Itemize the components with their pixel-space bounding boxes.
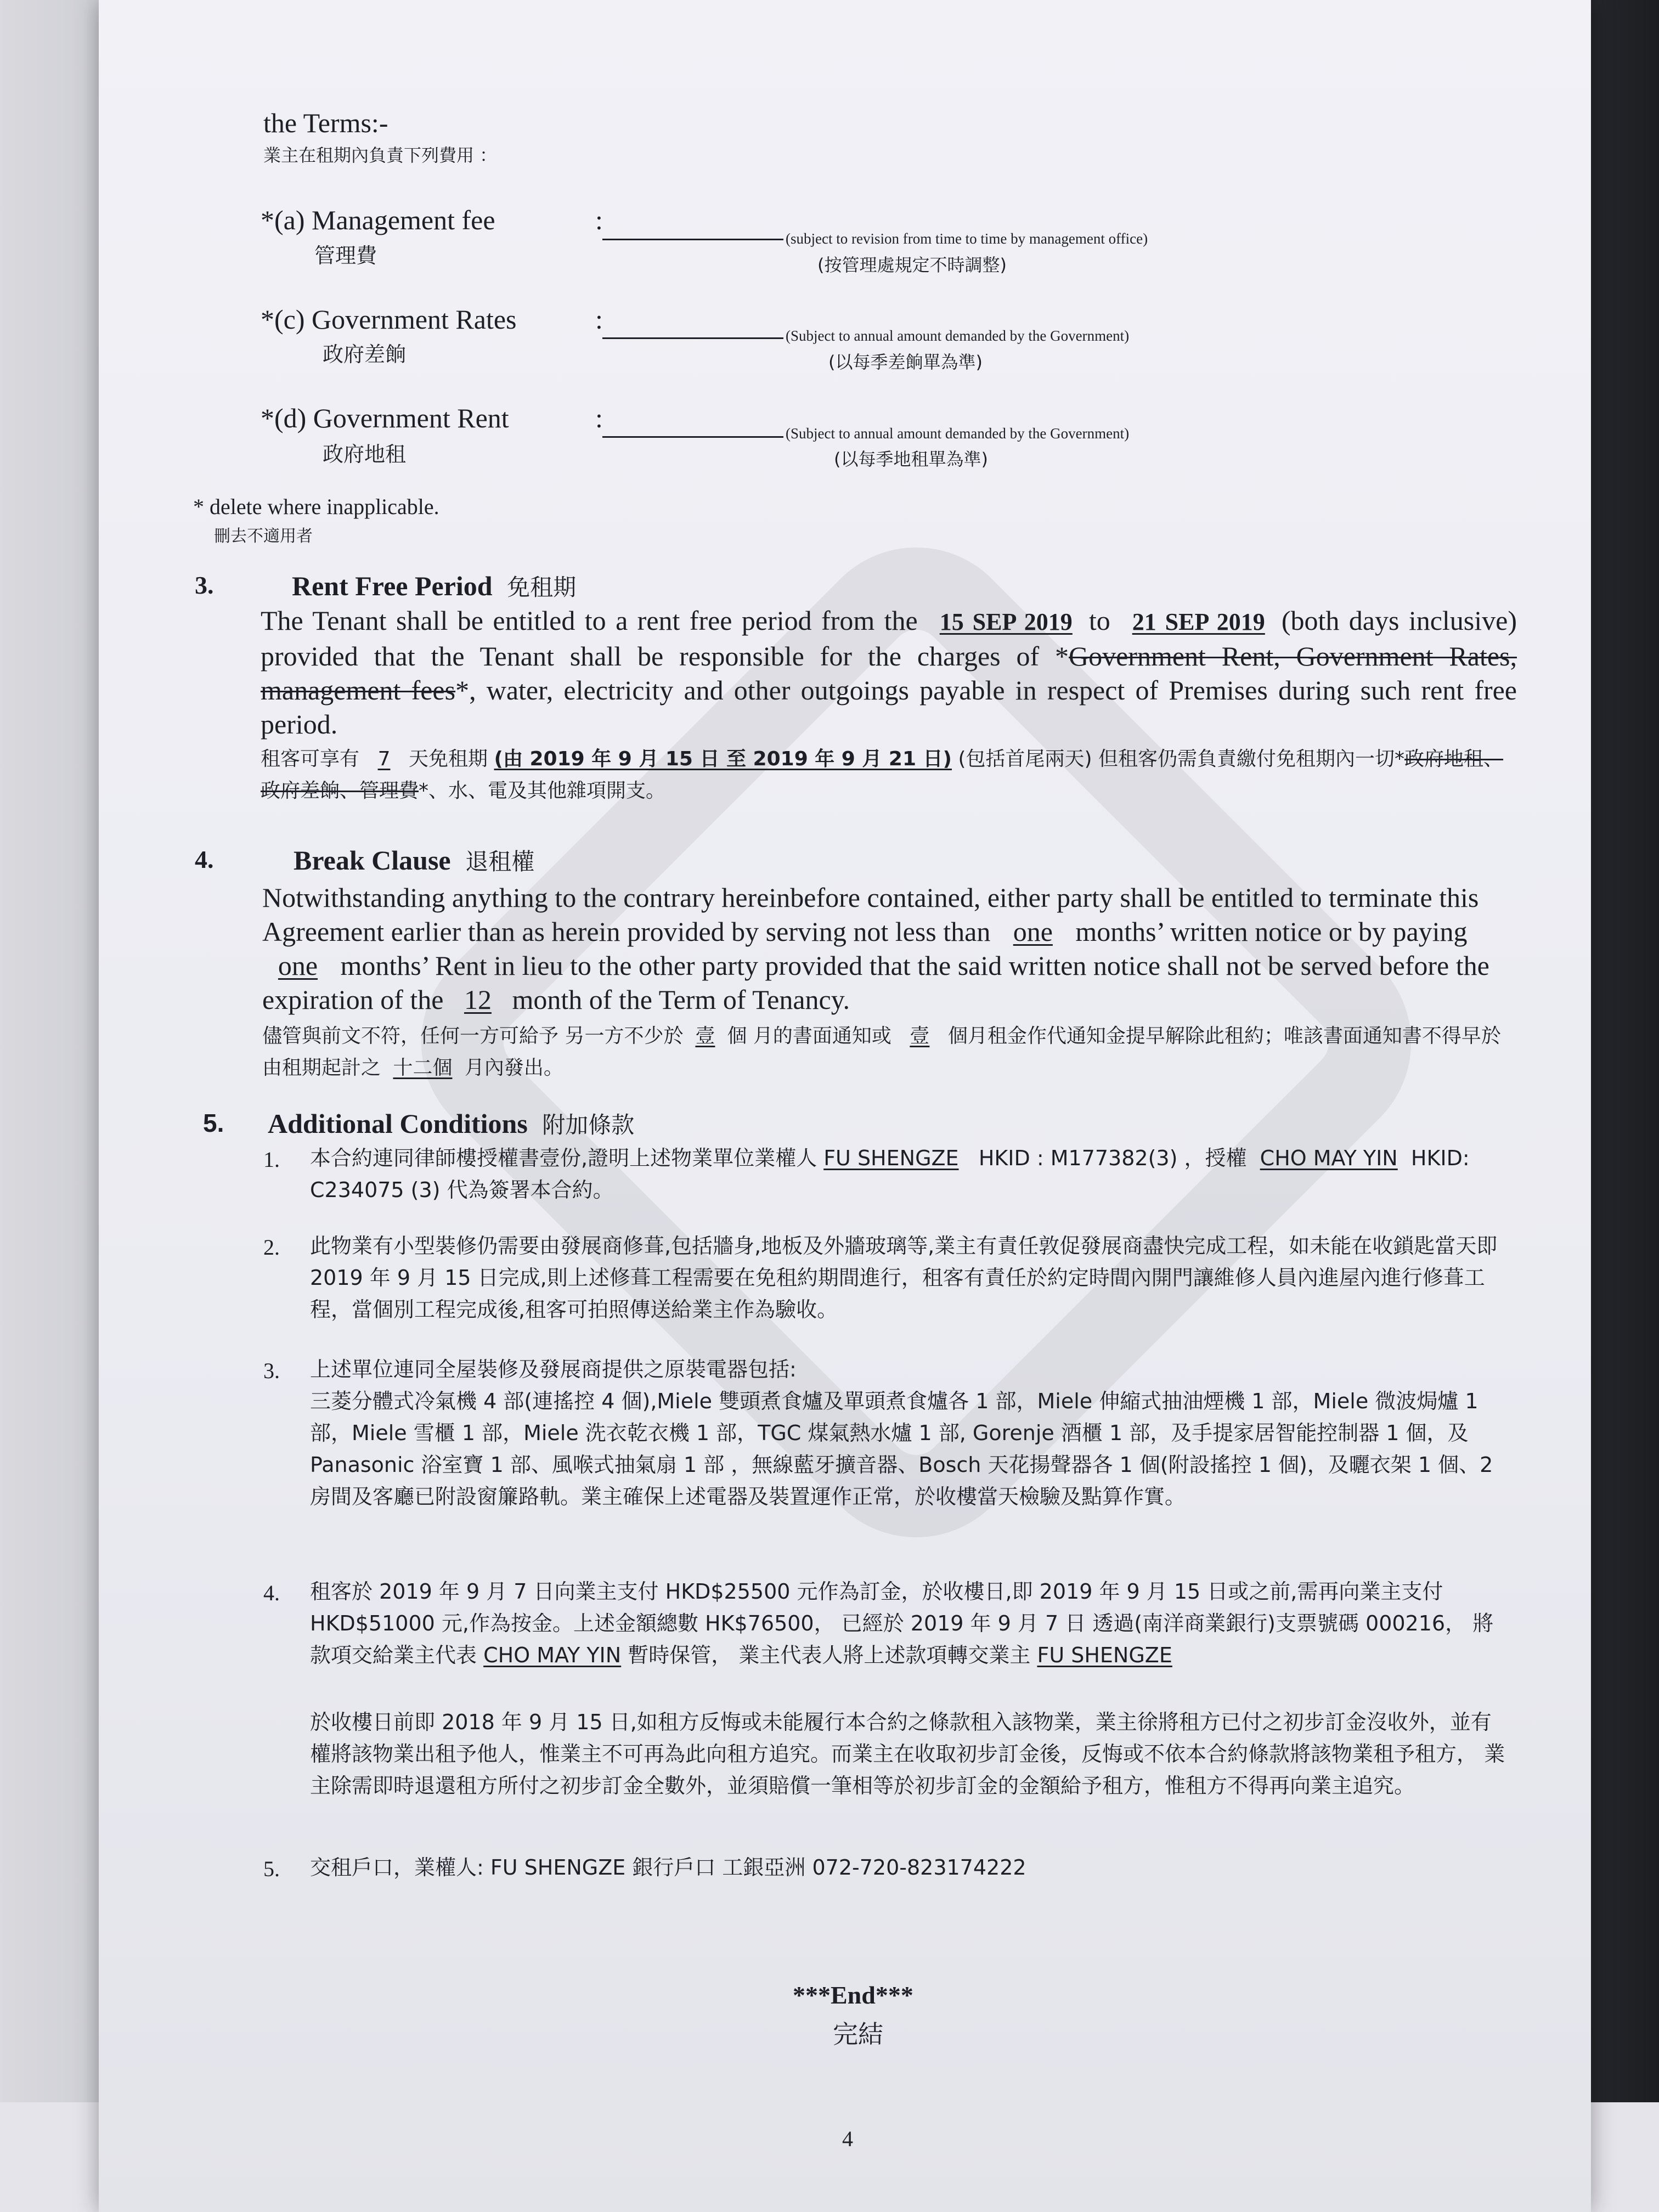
section-3-body-zh (261, 743, 1517, 807)
section-4-text-1: Notwithstanding anything to the contrary hereinbefore contained, either party shall be entitled to terminate this Agreement earlier than as herein provided by serving not less than (262, 882, 1479, 947)
section-4-title-zh: 退租權 (465, 848, 535, 875)
section-4-zh-3: 個月租金作代通知金提早解除此租約；唯該書面通知書不得早於由租期起計之 (262, 1025, 1501, 1079)
condition-5-bank-account: 交租戶口，業權人: FU SHENGZE 銀行戶口 工銀亞洲 072-720-823174222 (310, 1855, 1026, 1880)
section-5-heading (268, 1107, 634, 1140)
condition-4-forfeiture: 於收樓日前即 2018 年 9 月 15 日,如租方反悔或未能履行本合約之條款租入該物業，業主徐將租方已付之初步訂金沒收外，並有權將該物業出租予他人，惟業主不可再為此向租方追究。而業主在收取初步訂金後，反悔或不依本合約條款將該物業租予租方， 業主除需即時退還租方所付之初步訂金全數外，並須賠償一筆相等於初步訂金的金額給予租方，惟租方不得再向業主追究。 (310, 1710, 1505, 1798)
fee-colon: : (595, 403, 603, 433)
fee-colon: : (595, 304, 603, 335)
fee-label-rent-zh: 政府地租 (323, 442, 407, 466)
section-3-zh-c: (包括首尾兩天) 但租客仍需負責繳付免租期內一切* (958, 748, 1405, 770)
condition-3-intro: 上述單位連同全屋裝修及發展商提供之原裝電器包括: (310, 1357, 797, 1381)
fee-note-management: (subject to revision from time to time by management office) (786, 230, 1148, 247)
condition-2: 此物業有小型裝修仍需要由發展商修葺,包括牆身,地板及外牆玻璃等,業主有責任敦促發展商盡快完成工程，如未能在收鎖匙當天即 2019 年 9 月 15 日完成,則上述修葺工程需要在免租約期間進行，租客有責任於約定時間內開門讓維修人員內進屋內進行修葺工程，當個別工程完成後,租客可拍照傳送給業主作為驗收。 (310, 1234, 1498, 1322)
fee-note-management-zh: (按管理處規定不時調整) (817, 255, 1007, 275)
rent-free-end-date: 21 SEP 2019 (1132, 608, 1265, 635)
fee-label-management-zh: 管理費 (314, 244, 377, 268)
owner-representative: CHO MAY YIN (483, 1643, 622, 1667)
condition-4-text-b: 暫時保管， 業主代表人將上述款項轉交業主 (628, 1643, 1031, 1667)
section-3-zh-struck: 政府地租、政府差餉、管理費 (261, 748, 1504, 802)
deposit-recipient-owner: FU SHENGZE (1037, 1643, 1172, 1667)
fee-note-rent: (Subject to annual amount demanded by the Government) (786, 425, 1130, 442)
fee-blank-rent (602, 414, 783, 438)
section-4-title: Break Clause (294, 845, 451, 876)
section-3-zh-a: 租客可享有 (261, 748, 360, 770)
section-4-body-zh (262, 1020, 1513, 1084)
fee-label-rent: *(d) Government Rent (261, 403, 509, 433)
fee-note-rates-zh: (以每季差餉單為準) (828, 352, 983, 373)
condition-4-text-a: 租客於 2019 年 9 月 7 日向業主支付 HKD$25500 元作為訂金，於收樓日,即 2019 年 9 月 15 日或之前,需再向業主支付 HKD$51000 元,作為按金。上述金額總數 HK$76500， 已經於 2019 年 9 月 7 日 透過(南洋商業銀行)支票號碼 000216， 將款項交給業主代表 (310, 1579, 1494, 1667)
fees-intro-en: the Terms:- (263, 108, 388, 138)
section-5-title-zh: 附加條款 (542, 1111, 635, 1138)
rent-in-lieu-months: one (278, 950, 318, 981)
section-4-zh-1: 儘管與前文不符，任何一方可給予 另一方不少於 (262, 1025, 684, 1047)
section-3-struck-charges: Government Rent, Government Rates, management fees (261, 641, 1517, 706)
section-3-body (261, 603, 1517, 741)
fee-label-rates-zh: 政府差餉 (323, 342, 407, 366)
fee-label-management: *(a) Management fee (261, 205, 495, 235)
fee-label-rates: *(c) Government Rates (261, 304, 517, 335)
condition-1-text-b: HKID : M177382(3) ，授權 (978, 1146, 1247, 1170)
rent-in-lieu-zh: 壹 (910, 1025, 930, 1047)
section-4-text-3: months’ Rent in lieu to the other party provided that the said written notice shall not be served before the expiration of the (262, 950, 1489, 1015)
section-3-text-2: (both days inclusive) provided that the Tenant shall be responsible for the charges of * (261, 605, 1517, 672)
fee-blank-management (602, 217, 783, 240)
owner-name: FU SHENGZE (823, 1146, 959, 1170)
rent-free-range-zh: (由 2019 年 9 月 15 日 至 2019 年 9 月 21 日) (494, 748, 952, 770)
section-5-number: 5. (203, 1109, 224, 1137)
rent-free-days: 7 (377, 748, 391, 770)
condition-1 (310, 1142, 1511, 1206)
section-4-zh-4: 月內發出。 (464, 1057, 563, 1079)
delete-note-zh: 刪去不適用者 (214, 527, 313, 546)
section-4-number: 4. (195, 845, 214, 873)
earliest-notice-zh: 十二個 (393, 1057, 453, 1079)
fee-colon: : (595, 205, 603, 235)
section-5-title: Additional Conditions (268, 1108, 528, 1139)
section-4-body (262, 881, 1513, 1017)
rent-free-start-date: 15 SEP 2019 (939, 608, 1073, 635)
section-3-number: 3. (195, 571, 214, 599)
condition-3-appliances: 三菱分體式冷氣機 4 部(連搖控 4 個),Miele 雙頭煮食爐及單頭煮食爐各 1 部，Miele 伸縮式抽油煙機 1 部，Miele 微波焗爐 1 部，Miele 雪櫃 1 部，Miele 洗衣乾衣機 1 部，TGC 煤氣熱水爐 1 部, Gorenje 酒櫃 1 部，及手提家居智能控制器 1 個，及 Panasonic 浴室寶 1 部、風喉式抽氣扇 1 部 ，無線藍牙擴音器、Bosch 天花揚聲器各 1 個(附設搖控 1 個)，及曬衣架 1 個、2 房間及客廳已附設窗簾路軌。業主確保上述電器及裝置運作正常，於收樓當天檢驗及點算作實。 (310, 1389, 1493, 1509)
section-3-title: Rent Free Period (292, 571, 493, 601)
condition-1-number: 1. (263, 1147, 280, 1172)
notice-months-zh: 壹 (695, 1025, 715, 1047)
section-3-to: to (1088, 605, 1110, 636)
fee-note-rent-zh: (以每季地租單為準) (834, 449, 988, 470)
condition-5-number: 5. (263, 1857, 280, 1881)
section-3-zh-d: *、水、電及其他雜項開支。 (419, 780, 666, 802)
end-marker-zh: 完結 (833, 2019, 883, 2049)
section-4-text-4: month of the Term of Tenancy. (512, 984, 850, 1015)
notice-months: one (1013, 916, 1053, 947)
condition-3-number: 3. (263, 1358, 280, 1383)
page-number: 4 (842, 2126, 853, 2151)
section-4-heading (294, 844, 534, 877)
section-3-text-3: *, water, electricity and other outgoings payable in respect of Premises during such rent free period. (261, 675, 1517, 740)
delete-note: * delete where inapplicable. (193, 494, 439, 519)
condition-4-deposit (310, 1576, 1511, 1671)
document-page (99, 0, 1591, 2212)
agent-name: CHO MAY YIN (1260, 1146, 1398, 1170)
fee-blank-rates (602, 315, 783, 339)
section-3-zh-b: 天免租期 (409, 748, 488, 770)
section-3-text-1: The Tenant shall be entitled to a rent free period from the (261, 605, 918, 636)
fee-note-rates: (Subject to annual amount demanded by the Government) (786, 328, 1130, 344)
end-marker: ***End*** (793, 1981, 913, 2009)
condition-2-number: 2. (263, 1235, 280, 1260)
earliest-notice-month: 12 (464, 984, 492, 1015)
condition-1-text-a: 本合約連同律師樓授權書壹份,證明上述物業單位業權人 (310, 1146, 817, 1170)
section-3-title-zh: 免租期 (507, 574, 577, 601)
section-3-heading (292, 569, 576, 602)
section-4-zh-2: 個 月的書面通知或 (727, 1025, 891, 1047)
section-4-text-2: months’ written notice or by paying (1075, 916, 1468, 947)
condition-1-text-c: HKID: C234075 (3) 代為簽署本合約。 (310, 1146, 1470, 1202)
condition-4-number: 4. (263, 1581, 280, 1605)
fees-intro-zh: 業主在租期內負責下列費用 ： (263, 145, 498, 166)
